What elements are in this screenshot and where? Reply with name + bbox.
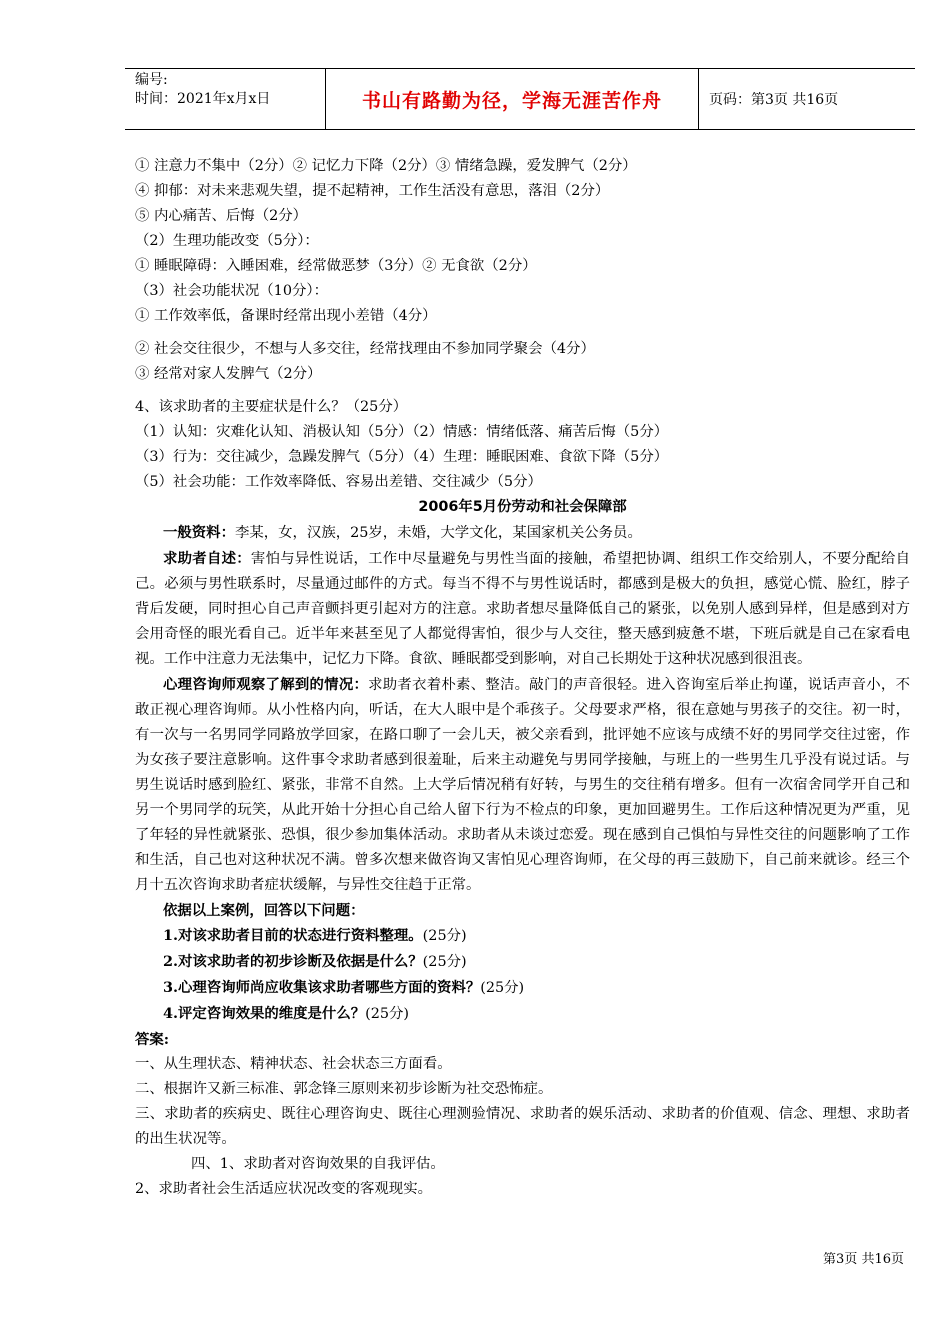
- page-footer: 第3页 共16页: [823, 1252, 904, 1267]
- text-line: ② 社会交往很少，不想与人多交往，经常找理由不参加同学聚会（4分）: [135, 341, 595, 357]
- text-line: ① 睡眠障碍：入睡困难，经常做恶梦（3分）② 无食欲（2分）: [135, 258, 537, 274]
- text-line: ① 工作效率低，备课时经常出现小差错（4分）: [135, 308, 437, 324]
- document-body: [135, 154, 910, 1202]
- answer-label: 答案:: [135, 1031, 170, 1048]
- general-info: [135, 520, 910, 546]
- question-score: (25分): [365, 1006, 410, 1022]
- question-score: (25分): [422, 928, 467, 944]
- text-line: （1）认知：灾难化认知、消极认知（5分）（2）情感：情绪低落、痛苦后悔（5分）: [135, 424, 669, 440]
- question-score: (25分): [422, 954, 467, 970]
- text-line: ⑤ 内心痛苦、后悔（2分）: [135, 208, 308, 224]
- text-line: （3）行为：交往减少，急躁发脾气（5分）（4）生理：睡眠困难、食欲下降（5分）: [135, 449, 669, 465]
- text-line: （3）社会功能状况（10分）：: [135, 283, 328, 299]
- self-report-label: 求助者自述：: [163, 550, 251, 567]
- questions-intro: 依据以上案例，回答以下问题：: [163, 902, 365, 919]
- observation-text: 求助者衣着朴素、整洁。敲门的声音很轻。进入咨询室后举止拘谨，说话声音小，不敢正视心理咨询师。从小性格内向，听话，在大人眼中是个乖孩子。父母要求严格，很在意她与男孩子的交往。初一时，有一次与一名男同学同路放学回家，在路口聊了一会儿天，被父亲看到，批评她不应该与成绩不好的男同学交往过密，作为女孩子要注意影响。这件事令求助者感到很羞耻，后来主动避免与男同学接触，与班上的一些男生几乎没有说过话。与男生说话时感到脸红、紧张，非常不自然。上大学后情况稍有好转，与男生的交往稍有增多。但有一次宿舍同学开自己和另一个男同学的玩笑，从此开始十分担心自己给人留下行为不检点的印象，更加回避男生。工作后这种情况更为严重，见了年轻的异性就紧张、恐惧，很少参加集体活动。求助者从未谈过恋爱。现在感到自己惧怕与异性交往的问题影响了工作和生活，自己也对这种状况不满。曾多次想来做咨询又害怕见心理咨询师，在父母的再三鼓励下，自己前来就诊。经三个月十五次咨询求助者症状缓解，与异性交往趋于正常。: [135, 677, 910, 893]
- text-line: （2）生理功能改变（5分）：: [135, 233, 319, 249]
- answer-line: 三、求助者的疾病史、既往心理咨询史、既往心理测验情况、求助者的娱乐活动、求助者的价值观、信念、理想、求助者的出生状况等。: [135, 1106, 910, 1147]
- text-line: ④ 抑郁：对未来悲观失望，提不起精神，工作生活没有意思，落泪（2分）: [135, 183, 610, 199]
- section-title: 2006年5月份劳动和社会保障部: [418, 499, 627, 515]
- answer-line: 二、根据许又新三标准、郭念锋三原则来初步诊断为社交恐怖症。: [135, 1081, 553, 1097]
- question-item: [135, 975, 910, 1001]
- header-meta: [125, 69, 325, 129]
- answer-line: 四、1、求助者对咨询效果的自我评估。: [191, 1156, 445, 1172]
- answer-line: 一、从生理状态、精神状态、社会状态三方面看。: [135, 1056, 452, 1072]
- question-text: 2.对该求助者的初步诊断及依据是什么？: [163, 953, 423, 970]
- header-page-number: 页码：第3页 共16页: [709, 92, 839, 108]
- document-number-label: 编号:: [135, 72, 168, 88]
- text-line: （5）社会功能：工作效率降低、容易出差错、交往减少（5分）: [135, 474, 542, 490]
- question-score: (25分): [480, 980, 525, 996]
- question-item: [135, 1001, 910, 1027]
- page-header: [125, 68, 915, 130]
- self-report-text: 害怕与异性说话，工作中尽量避免与男性当面的接触，希望把协调、组织工作交给别人，不要分配给自己。必须与男性联系时，尽量通过邮件的方式。每当不得不与男性说话时，都感到是极大的负担，感觉心慌、脸红，脖子背后发硬，同时担心自己声音颤抖更引起对方的注意。求助者想尽量降低自己的紧张，以免别人感到异样，但是感到对方会用奇怪的眼光看自己。近半年来甚至见了人都觉得害怕，很少与人交往，整天感到疲惫不堪，下班后就是自己在家看电视。工作中注意力无法集中，记忆力下降。食欲、睡眠都受到影响，对自己长期处于这种状况感到很沮丧。: [135, 551, 910, 667]
- text-line: ① 注意力不集中（2分）② 记忆力下降（2分）③ 情绪急躁，爱发脾气（2分）: [135, 158, 637, 174]
- header-motto: 书山有路勤为径，学海无涯苦作舟: [325, 69, 699, 129]
- text-line: ③ 经常对家人发脾气（2分）: [135, 366, 322, 382]
- document-time-label: 时间：2021年x月x日: [135, 91, 271, 107]
- general-info-label: 一般资料：: [163, 524, 235, 541]
- question-heading: 4、该求助者的主要症状是什么？（25分）: [135, 399, 408, 415]
- general-info-text: 李某，女，汉族，25岁，未婚，大学文化，某国家机关公务员。: [234, 525, 642, 541]
- self-report-paragraph: [135, 546, 910, 672]
- answer-line: 2、求助者社会生活适应状况改变的客观现实。: [135, 1181, 432, 1197]
- observation-label: 心理咨询师观察了解到的情况：: [163, 676, 369, 693]
- question-item: [135, 923, 910, 949]
- question-text: 4.评定咨询效果的维度是什么？: [163, 1005, 366, 1022]
- observation-paragraph: [135, 672, 910, 898]
- question-text: 3.心理咨询师尚应收集该求助者哪些方面的资料？: [163, 979, 481, 996]
- question-text: 1.对该求助者目前的状态进行资料整理。: [163, 927, 423, 944]
- question-item: [135, 949, 910, 975]
